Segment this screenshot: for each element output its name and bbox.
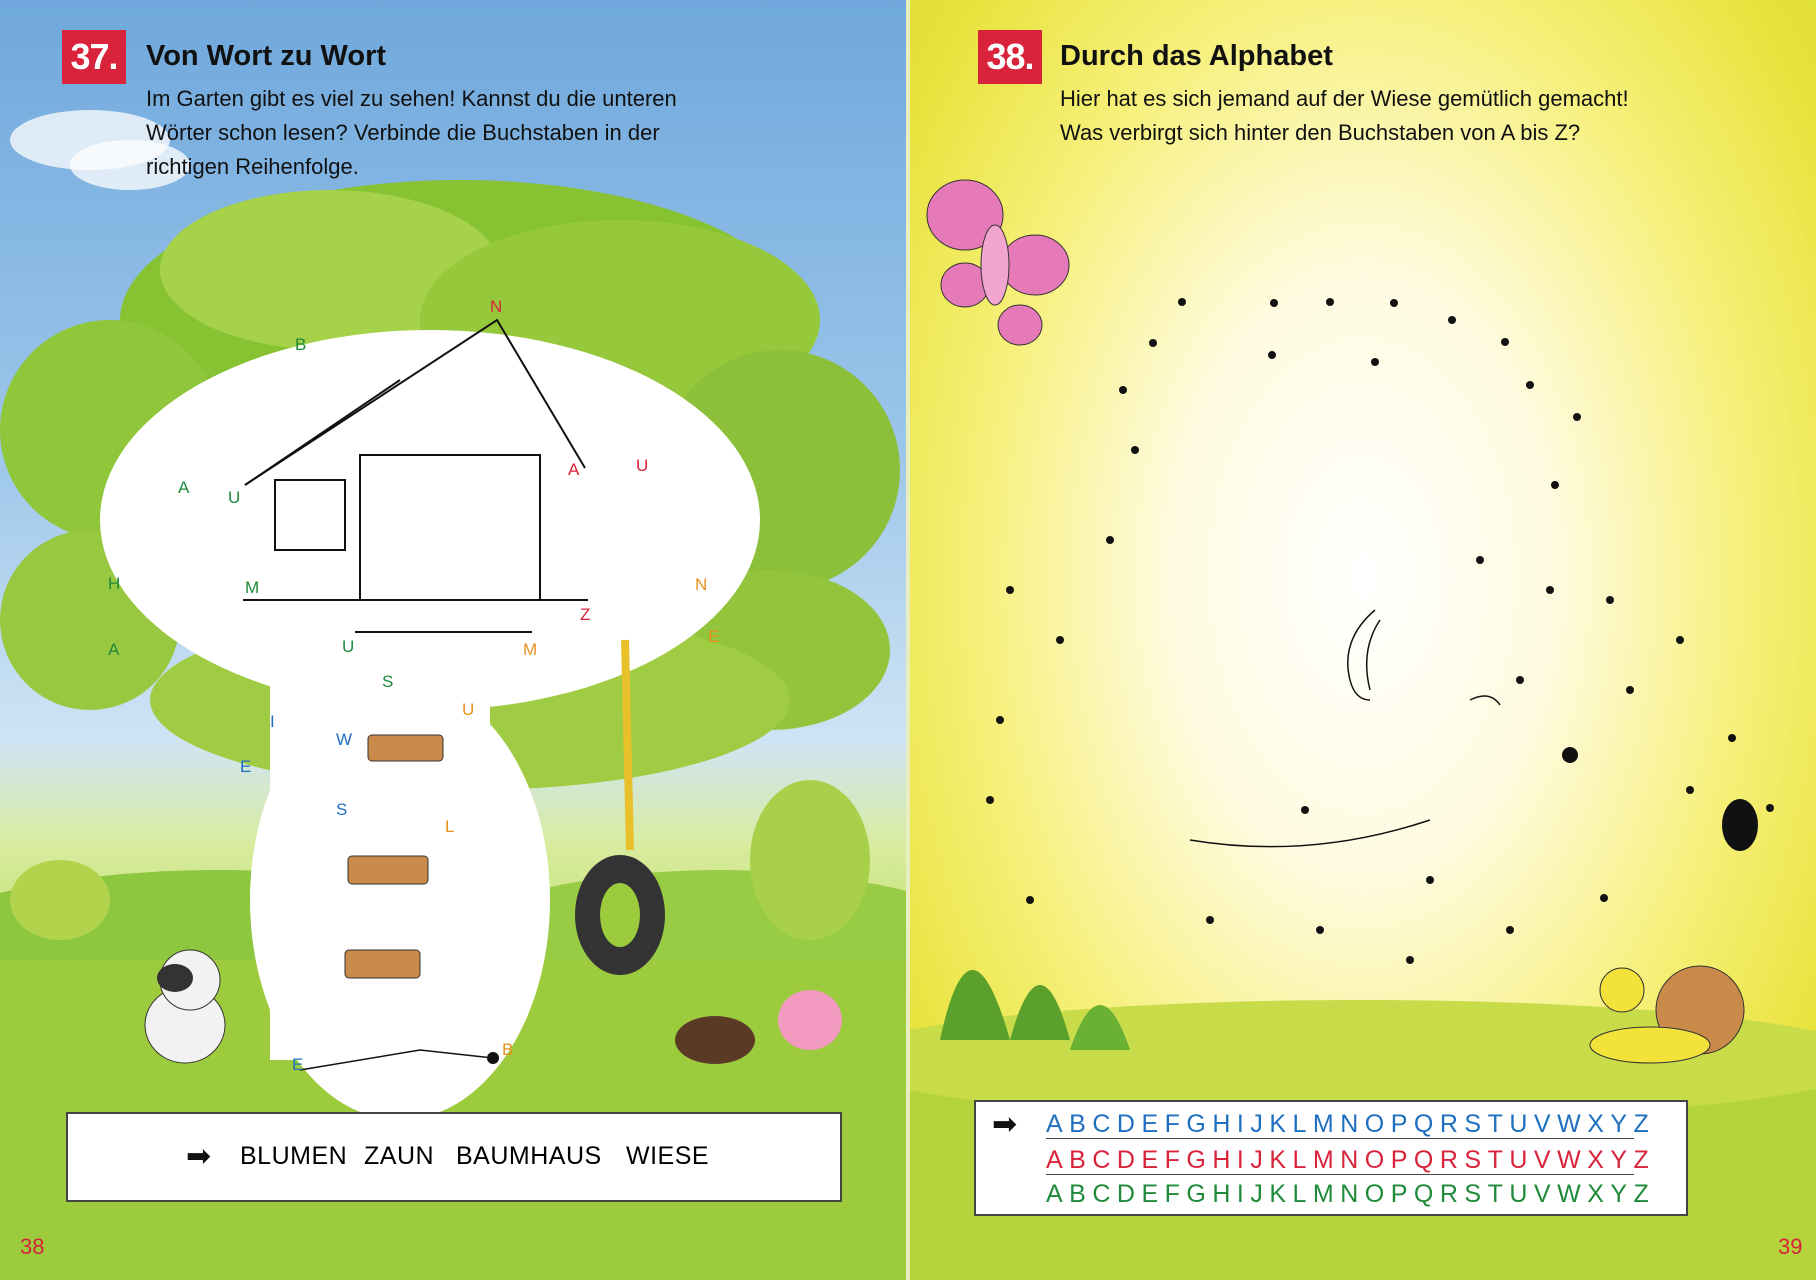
page-number: 39	[1778, 1234, 1803, 1259]
dot-letter: B	[295, 335, 307, 354]
word-list-box	[66, 1112, 842, 1202]
dot-letter: M	[523, 640, 538, 659]
arrow-right-icon: ➡	[186, 1140, 212, 1173]
word-zaun: ZAUN	[364, 1142, 435, 1170]
task-title: Durch das Alphabet	[1060, 40, 1333, 72]
alphabet-box	[974, 1100, 1688, 1216]
alphabet-row-red: ABCDEFGHIJKLMNOPQRSTUVWXYZ	[1046, 1146, 1656, 1174]
task-title: Von Wort zu Wort	[146, 40, 387, 72]
dot-letter: U	[636, 456, 649, 475]
instruction-line: Im Garten gibt es viel zu sehen! Kannst du die unteren	[146, 86, 677, 111]
dot-letter: A	[108, 640, 120, 659]
arrow-right-icon: ➡	[992, 1108, 1018, 1141]
word-blumen: BLUMEN	[240, 1142, 348, 1170]
dot-letter: N	[695, 575, 708, 594]
dot-letter: M	[245, 578, 260, 597]
butterfly-illustration	[927, 180, 1069, 345]
dot-letter: S	[336, 800, 348, 819]
dot-letter: A	[568, 460, 580, 479]
dot-letter: I	[270, 712, 275, 731]
task-instructions	[146, 82, 677, 184]
task-number-badge: 37.	[62, 30, 126, 84]
dot-letter: B	[502, 1040, 514, 1059]
dot-letter: E	[708, 627, 720, 646]
instruction-line: richtigen Reihenfolge.	[146, 154, 359, 179]
dot-letter: U	[342, 637, 355, 656]
dot-letter: N	[490, 297, 503, 316]
dot-letter: H	[108, 574, 121, 593]
ruled-line	[1046, 1138, 1634, 1139]
dot-letter: E	[240, 757, 252, 776]
dot-letter: Z	[580, 605, 591, 624]
dot-letter: S	[382, 672, 394, 691]
page-number: 38	[20, 1234, 45, 1259]
word-baumhaus: BAUMHAUS	[456, 1142, 602, 1170]
whale-puzzle-illustration	[910, 0, 1816, 1280]
instruction-line: Hier hat es sich jemand auf der Wiese gemütlich gemacht!	[1060, 86, 1629, 111]
alphabet-row-blue: ABCDEFGHIJKLMNOPQRSTUVWXYZ	[1046, 1110, 1656, 1138]
ruled-line	[1046, 1174, 1634, 1175]
word-wiese: WIESE	[626, 1142, 710, 1170]
dot-letter: U	[228, 488, 241, 507]
instruction-line: Wörter schon lesen? Verbinde die Buchstaben in der	[146, 120, 660, 145]
instruction-line: Was verbirgt sich hinter den Buchstaben von A bis Z?	[1060, 120, 1581, 145]
left-page	[0, 0, 906, 1280]
dot-letter: U	[462, 700, 475, 719]
alphabet-row-green: ABCDEFGHIJKLMNOPQRSTUVWXYZ	[1046, 1180, 1656, 1208]
dot-letter: L	[445, 817, 455, 836]
treehouse-illustration	[0, 0, 906, 1280]
dot-letter: W	[336, 730, 353, 749]
dot-letter: E	[292, 1055, 304, 1074]
task-number-badge: 38.	[978, 30, 1042, 84]
right-page	[910, 0, 1816, 1280]
dot-letter: A	[178, 478, 190, 497]
task-instructions	[1060, 82, 1629, 150]
